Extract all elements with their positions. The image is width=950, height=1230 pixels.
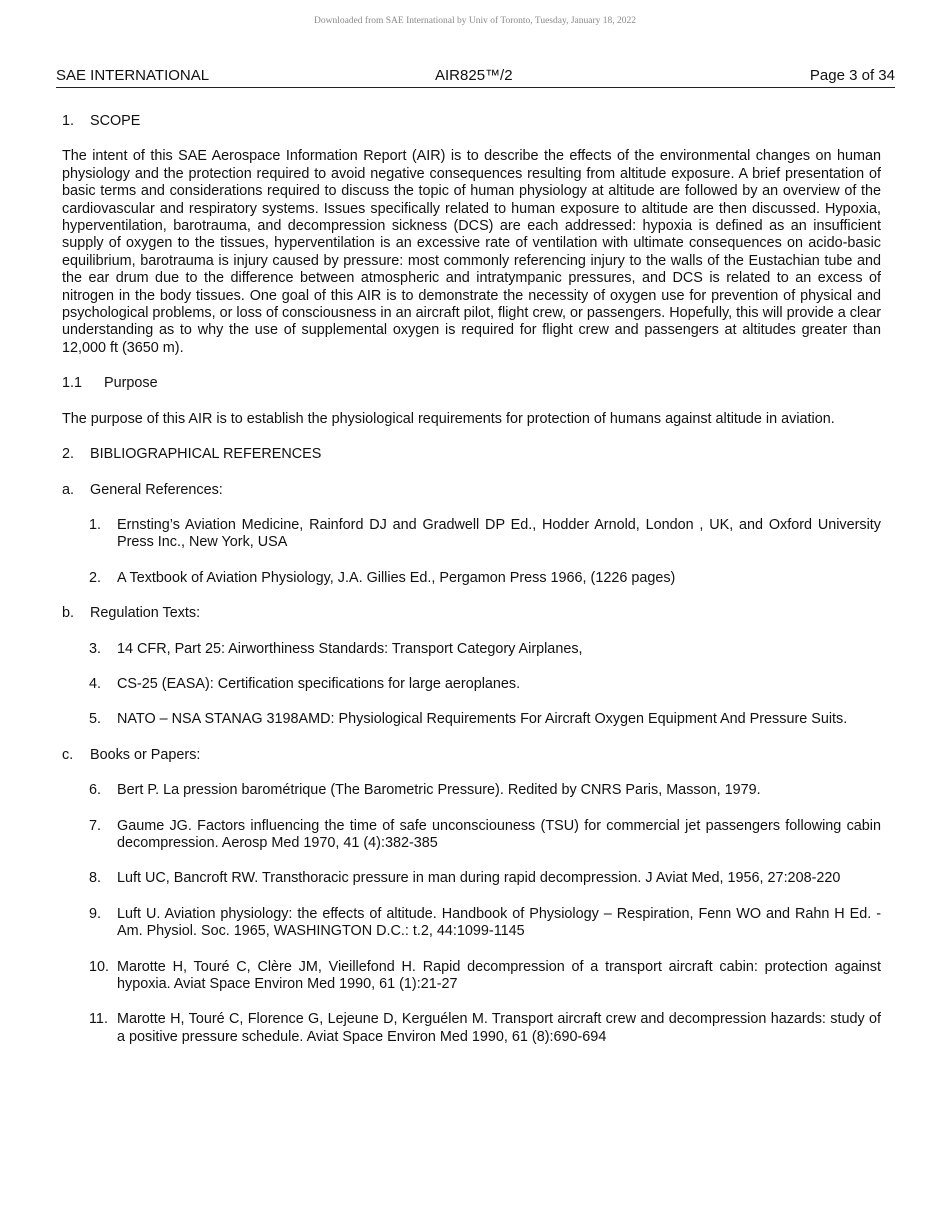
reference-item: [62, 818, 881, 853]
section-number: 1.1: [62, 375, 83, 392]
section-title: BIBLIOGRAPHICAL REFERENCES: [90, 446, 322, 463]
section-heading-scope: [62, 113, 881, 130]
reference-text: NATO – NSA STANAG 3198AMD: Physiological Requirements For Aircraft Oxygen Equipment And Pressure Suits.: [117, 711, 848, 728]
section-heading-purpose: [62, 375, 881, 392]
reference-item: [62, 870, 881, 887]
reference-number: 1.: [89, 516, 102, 533]
reference-number: 8.: [89, 870, 102, 887]
reference-text: A Textbook of Aviation Physiology, J.A. Gillies Ed., Pergamon Press 1966, (1226 pages): [117, 569, 676, 586]
group-letter: a.: [62, 481, 75, 498]
reference-item: [62, 906, 881, 941]
reference-text: Marotte H, Touré C, Florence G, Lejeune D, Kerguélen M. Transport aircraft crew and decompression hazards: study of a positive pressure schedule. Aviat Space Environ Med 1990, 61 (8):690-694: [117, 1011, 881, 1045]
group-letter: c.: [62, 746, 74, 763]
reference-item: [62, 782, 881, 799]
reference-number: 3.: [89, 640, 102, 657]
section-title: SCOPE: [90, 113, 141, 129]
reference-number: 10.: [89, 958, 110, 975]
group-title: Regulation Texts:: [90, 605, 201, 622]
scope-paragraph: The intent of this SAE Aerospace Information Report (AIR) is to describe the effects of the environmental changes on human physiology and the protection required to avoid negative consequences resulting from altitude exposure. A brief presentation of basic terms and considerations required to discuss the topic of human physiology at altitude are followed by an overview of the cardiovascular and respiratory systems. Issues specifically related to human exposure to altitude are then discussed. Hypoxia, hyperventilation, barotrauma, and decompression sickness (DCS) are each addressed: hypoxia is defined as an insufficient supply of oxygen to the tissues, hyperventilation is an excessive rate of ventilation with ultimate consequences on acido-basic equilibrium, barotrauma is injury caused by pressure: most commonly referencing injury to the walls of the Eustachian tube and the ear drum due to the difference between atmospheric and intratympanic pressures, and DCS is related to an excess of nitrogen in the body tissues. One goal of this AIR is to demonstrate the necessity of oxygen use for prevention of physical and psychological problems, or loss of consciousness in an aircraft pilot, flight crew, or passengers. Hopefully, this will provide a clear understanding as to why the use of supplemental oxygen is required for flight crew and passengers at altitudes greater than 12,000 ft (3650 m).: [62, 148, 881, 356]
reference-number: 2.: [89, 569, 102, 586]
group-heading-books: [62, 747, 881, 764]
reference-number: 7.: [89, 817, 102, 834]
reference-text: 14 CFR, Part 25: Airworthiness Standards: Transport Category Airplanes,: [117, 640, 583, 657]
header-page-number: Page 3 of 34: [809, 67, 895, 84]
section-number: 2.: [62, 446, 75, 463]
reference-text: Luft UC, Bancroft RW. Transthoracic pressure in man during rapid decompression. J Aviat Med, 1956, 27:208-220: [117, 870, 841, 887]
section-number: 1.: [62, 113, 75, 129]
group-heading-regulation: [62, 605, 881, 622]
reference-number: 5.: [89, 711, 102, 728]
reference-text: Bert P. La pression barométrique (The Barometric Pressure). Redited by CNRS Paris, Masson, 1979.: [117, 782, 761, 799]
reference-text: Gaume JG. Factors influencing the time of safe unconsciouness (TSU) for commercial jet passengers following cabin decompression. Aerosp Med 1970, 41 (4):382-385: [117, 817, 881, 851]
reference-text: CS-25 (EASA): Certification specifications for large aeroplanes.: [117, 675, 521, 692]
reference-text: Luft U. Aviation physiology: the effects of altitude. Handbook of Physiology – Respiration, Fenn WO and Rahn H Ed. - Am. Physiol. Soc. 1965, WASHINGTON D.C.: t.2, 44:1099-1145: [117, 905, 881, 940]
reference-number: 9.: [89, 905, 102, 922]
reference-number: 11.: [89, 1011, 108, 1028]
page-header: [56, 67, 895, 88]
reference-item: [62, 641, 881, 658]
page-content: [62, 113, 881, 1046]
reference-item: [62, 711, 881, 728]
header-document-id: AIR825™/2: [435, 67, 513, 84]
header-organization: SAE INTERNATIONAL: [56, 67, 210, 84]
section-heading-references: [62, 446, 881, 463]
group-title: General References:: [90, 481, 223, 498]
reference-text: Ernsting’s Aviation Medicine, Rainford DJ and Gradwell DP Ed., Hodder Arnold, London , UK, and Oxford University Press Inc., New York, USA: [117, 516, 881, 551]
reference-item: [62, 1011, 881, 1046]
reference-text: Marotte H, Touré C, Clère JM, Vieillefond H. Rapid decompression of a transport aircraft cabin: protection against hypoxia. Aviat Space Environ Med 1990, 61 (1):21-27: [117, 958, 881, 992]
reference-number: 4.: [89, 675, 102, 692]
reference-item: [62, 517, 881, 552]
download-watermark: Downloaded from SAE International by Univ of Toronto, Tuesday, January 18, 2022: [313, 16, 637, 26]
purpose-paragraph: The purpose of this AIR is to establish the physiological requirements for protection of humans against altitude in aviation.: [62, 410, 835, 427]
section-title: Purpose: [104, 375, 158, 392]
reference-item: [62, 570, 881, 587]
reference-item: [62, 959, 881, 994]
group-heading-general: [62, 482, 881, 499]
group-title: Books or Papers:: [90, 746, 201, 763]
group-letter: b.: [62, 605, 75, 622]
reference-number: 6.: [89, 782, 102, 799]
reference-item: [62, 676, 881, 693]
